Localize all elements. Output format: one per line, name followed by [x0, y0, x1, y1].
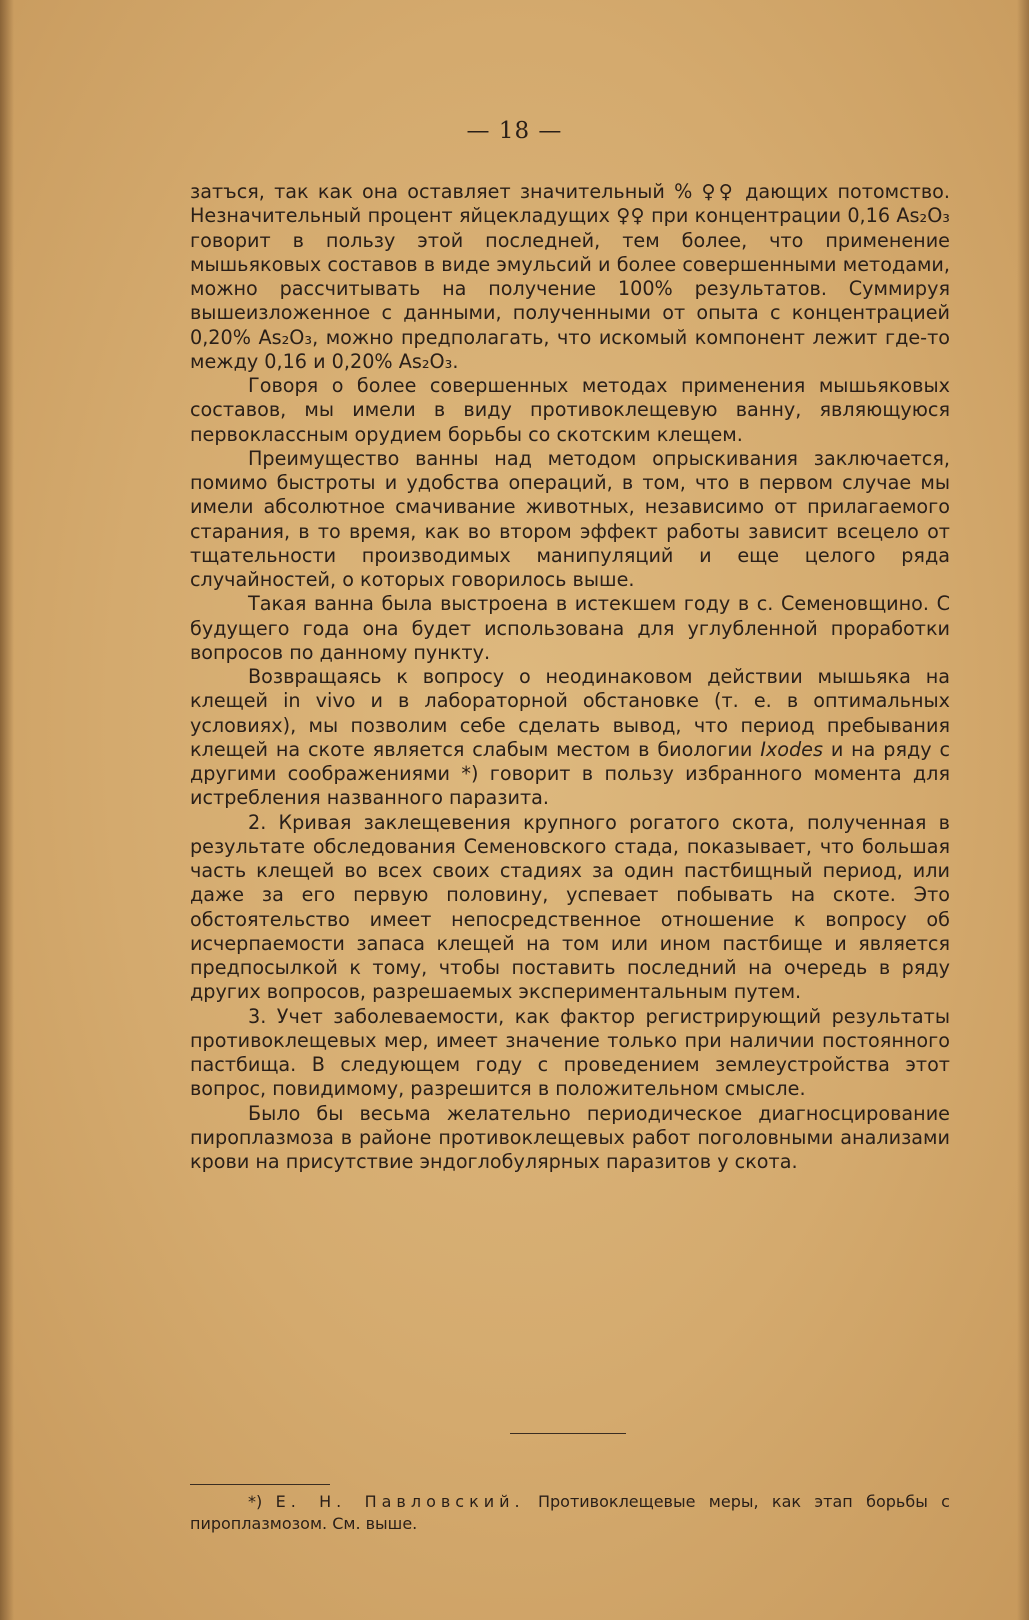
page-edge-shadow-right	[1017, 0, 1029, 1620]
in-vivo-text-end: и на ряду с другими соображениями *) говорит в пользу избранного момента для истребления названного паразита.	[190, 737, 950, 810]
page-edge-shadow-left	[0, 0, 14, 1620]
paragraph-bath-built: Такая ванна была выстроена в истекшем году в с. Семеновщино. С будущего года она будет использована для углубленной проработки вопросов по данному пункту.	[190, 592, 950, 664]
paragraph-continuation: затъся, так как она оставляет значительный % ♀♀ дающих потомство. Незначительный процент яйцекладущих ♀♀ при концентрации 0,16 As₂O₃ говорит в пользу этой последней, тем более, что применение мышьяковых составов в виде эмульсий и более совершенными методами, можно рассчитывать на получение 100% результатов. Суммируя вышеизложенное с данными, полученными от опыта с концентрацией 0,20% As₂O₃, можно предполагать, что искомый компонент лежит где-то между 0,16 и 0,20% As₂O₃.	[190, 180, 950, 373]
paragraph-in-vivo	[190, 665, 950, 811]
footnote-author: Е. Н. Павловский.	[275, 1492, 525, 1511]
in-vivo-text: Возвращаясь к вопросу о неодинаковом действии мышьяка на клещей in vivo и в лабораторной обстановке (т. е. в оптимальных условиях), мы позволим себе сделать вывод, что период пребывания клещей на скоте является слабым местом в биологии	[190, 665, 950, 761]
paragraph-bath-advantage: Преимущество ванны над методом опрыскивания заключается, помимо быстроты и удобства операций, в том, что в первом случае мы имели абсолютное смачивание животных, независимо от прилагаемого старания, в то время, как во втором эффект работы зависит всецело от тщательности производимых манипуляций и еще целого ряда случайностей, о которых говорилось выше.	[190, 446, 950, 591]
page-number: — 18 —	[466, 118, 563, 144]
paragraph-point-3: 3. Учет заболеваемости, как фактор регистрирующий результаты противоклещевых мер, имеет значение только при наличии постоянного пастбища. В следующем году с проведением землеустройства этот вопрос, повидимому, разрешится в положительном смысле.	[190, 1004, 950, 1101]
footnote-mark: *)	[248, 1492, 263, 1511]
paragraph-diagnosis: Было бы весьма желательно периодическое диагносцирование пироплазмоза в районе противоклещевых работ поголовными анализами крови на присутствие эндоглобулярных паразитов у скота.	[190, 1101, 950, 1173]
footnote-rule	[190, 1484, 330, 1485]
paragraph-point-2: 2. Кривая заклещевения крупного рогатого скота, полученная в результате обследования Семеновского стада, показывает, что большая часть клещей во всех своих стадиях за один пастбищный период, или даже за его первую половину, успевает побывать на скоте. Это обстоятельство имеет непосредственное отношение к вопросу об исчерпаемости запаса клещей на том или ином пастбище и является предпосылкой к тому, чтобы поставить последний на очередь в ряду других вопросов, разрешаемых экспериментальным путем.	[190, 810, 950, 1004]
footnote	[190, 1491, 950, 1535]
body-text	[190, 180, 950, 1174]
ixodes-genus: Ixodes	[760, 737, 823, 761]
footnote-text: Противоклещевые меры, как этап борьбы с пироплазмозом. См. выше.	[190, 1492, 950, 1533]
paragraph-methods: Говоря о более совершенных методах применения мышьяковых составов, мы имели в виду противоклещевую ванну, являющуюся первоклассным орудием борьбы со скотским клещем.	[190, 374, 950, 446]
section-separator-line	[510, 1433, 626, 1434]
